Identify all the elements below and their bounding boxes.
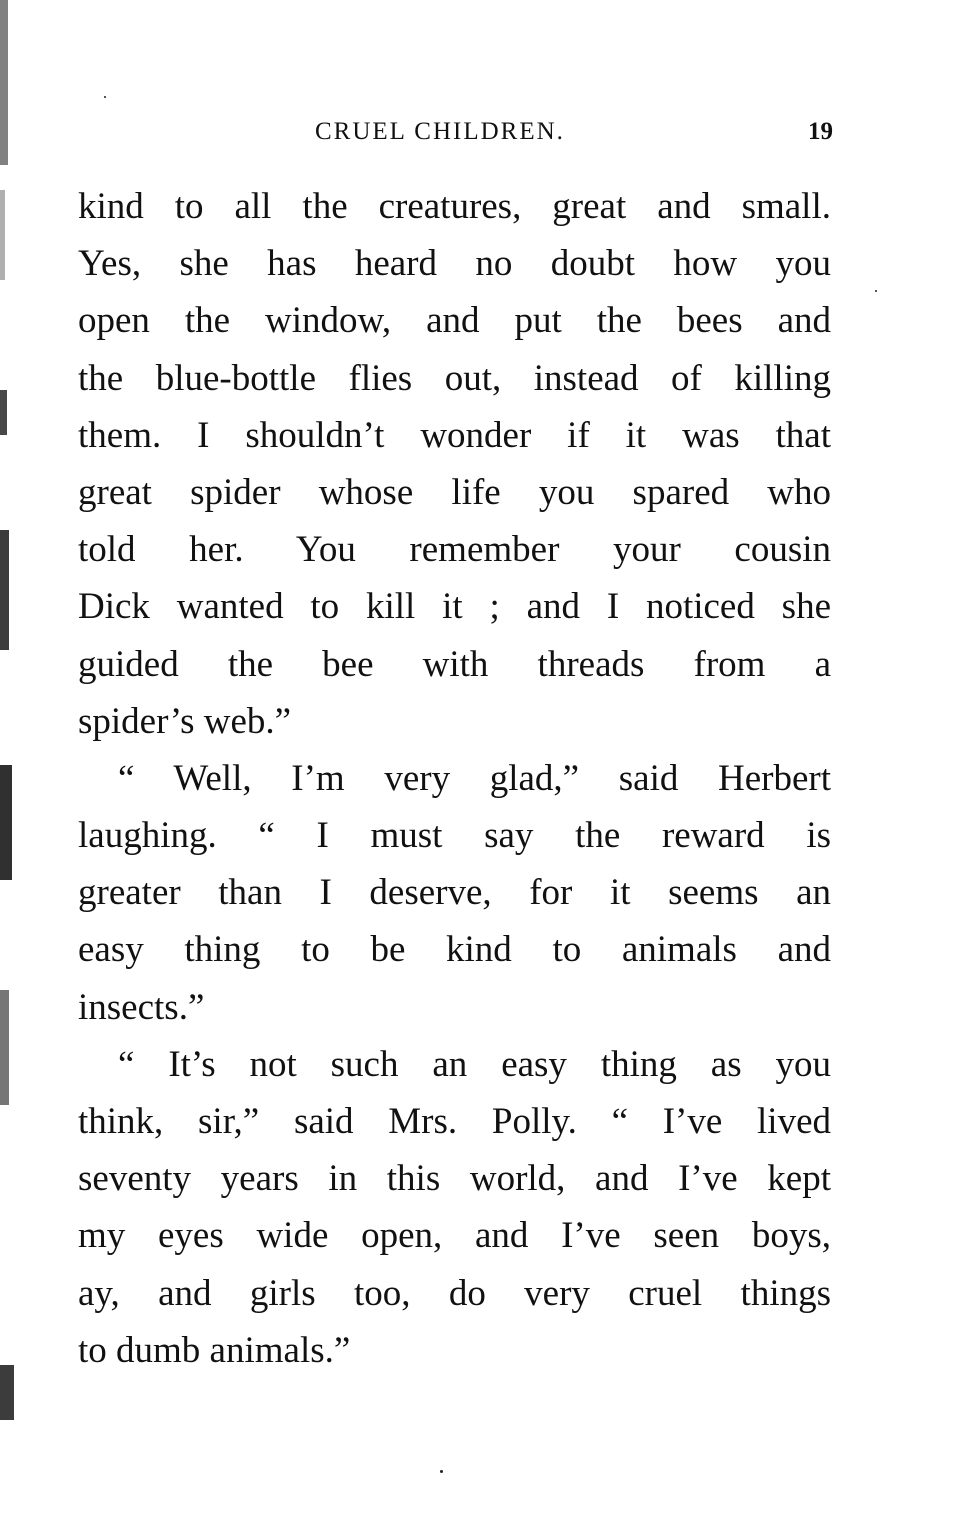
scan-edge-mark: [0, 0, 8, 165]
text-line: guided the bee with threads from a: [78, 643, 831, 685]
scan-speck: [875, 290, 877, 292]
text-line: insects.”: [78, 986, 205, 1028]
text-line: ay, and girls too, do very cruel things: [78, 1272, 831, 1314]
scan-speck: [104, 96, 106, 98]
scan-edge-mark: [0, 1365, 14, 1420]
running-header: [78, 118, 833, 150]
text-line: laughing. “ I must say the reward is: [78, 815, 831, 857]
scan-edge-mark: [0, 530, 9, 650]
text-line: “ Well, I’m very glad,” said Herbert: [118, 757, 831, 799]
text-line: my eyes wide open, and I’ve seen boys,: [78, 1215, 831, 1257]
text-line: Yes, she has heard no doubt how you: [78, 243, 831, 285]
scan-edge-mark: [0, 990, 9, 1105]
text-line: think, sir,” said Mrs. Polly. “ I’ve lived: [78, 1101, 831, 1142]
page-number: 19: [808, 118, 833, 145]
text-line: open the window, and put the bees and: [78, 300, 831, 342]
body-text: [78, 178, 831, 1379]
text-line: to dumb animals.”: [78, 1329, 351, 1371]
text-line: spider’s web.”: [78, 700, 292, 742]
text-line: “ It’s not such an easy thing as you: [118, 1043, 831, 1085]
scan-speck: [440, 1470, 443, 1473]
text-line: the blue-bottle flies out, instead of killing: [78, 357, 831, 399]
text-line: Dick wanted to kill it ; and I noticed she: [78, 586, 831, 628]
text-line: kind to all the creatures, great and small.: [78, 186, 831, 227]
text-line: great spider whose life you spared who: [78, 471, 831, 513]
text-line: told her. You remember your cousin: [78, 529, 831, 571]
running-title: CRUEL CHILDREN.: [315, 118, 565, 145]
text-line: easy thing to be kind to animals and: [78, 929, 831, 971]
text-line: greater than I deserve, for it seems an: [78, 872, 831, 914]
text-line: seventy years in this world, and I’ve kept: [78, 1158, 831, 1200]
text-line: them. I shouldn’t wonder if it was that: [78, 414, 831, 456]
scan-edge-mark: [0, 765, 12, 880]
scan-edge-mark: [0, 190, 5, 280]
scan-edge-mark: [0, 390, 7, 435]
